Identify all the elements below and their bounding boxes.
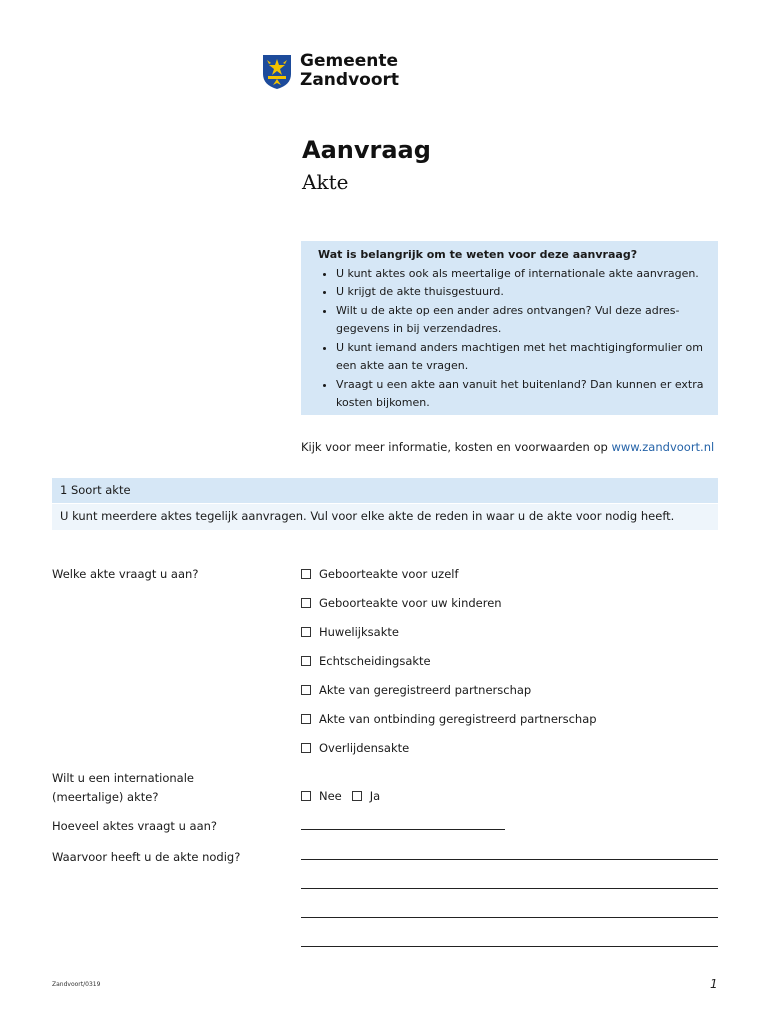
option-row	[301, 654, 431, 668]
info-list	[318, 265, 710, 413]
checkbox[interactable]	[301, 714, 311, 724]
question-purpose: Waarvoor heeft u de akte nodig?	[52, 850, 241, 864]
brand-name: Gemeente Zandvoort	[300, 51, 400, 90]
option-label: Geboorteakte voor uzelf	[319, 567, 459, 581]
option-label: Huwelijksakte	[319, 625, 399, 639]
page-number: 1	[710, 977, 718, 991]
checkbox[interactable]	[301, 598, 311, 608]
page-title: Aanvraag	[302, 136, 431, 164]
option-nee-label: Nee	[319, 789, 342, 803]
info-bullet: • Wilt u de akte op een ander adres ontvangen? Vul deze adres-gegevens in bij verzendadres.	[336, 302, 710, 339]
option-label: Echtscheidingsakte	[319, 654, 431, 668]
checkbox-ja[interactable]	[352, 791, 362, 801]
section-description: U kunt meerdere aktes tegelijk aanvragen. Vul voor elke akte de reden in waar u de akte voor nodig heeft.	[52, 504, 718, 530]
checkbox[interactable]	[301, 627, 311, 637]
purpose-answer-line[interactable]	[301, 859, 718, 860]
brand-logo	[262, 52, 422, 94]
info-bullet: • U kunt aktes ook als meertalige of internationale akte aanvragen.	[336, 265, 710, 284]
info-bullet: • U kunt iemand anders machtigen met het machtigingformulier om een akte aan te vragen.	[336, 339, 710, 376]
question-international: Wilt u een internationale (meertalige) akte?	[52, 771, 194, 804]
form-code: Zandvoort/0319	[52, 981, 101, 988]
checkbox-nee[interactable]	[301, 791, 311, 801]
page-subtitle: Akte	[302, 170, 349, 194]
purpose-answer-line[interactable]	[301, 888, 718, 889]
option-label: Geboorteakte voor uw kinderen	[319, 596, 502, 610]
info-bullet: • U krijgt de akte thuisgestuurd.	[336, 283, 710, 302]
section-heading: 1 Soort akte	[52, 478, 718, 503]
purpose-answer-line[interactable]	[301, 946, 718, 947]
more-info-text: Kijk voor meer informatie, kosten en voorwaarden op	[301, 440, 612, 454]
checkbox[interactable]	[301, 685, 311, 695]
option-label: Akte van geregistreerd partnerschap	[319, 683, 532, 697]
option-row	[301, 712, 597, 726]
how-many-answer-line[interactable]	[301, 829, 505, 830]
option-row	[301, 596, 502, 610]
info-question: Wat is belangrijk om te weten voor deze aanvraag?	[318, 248, 638, 261]
option-label: Overlijdensakte	[319, 741, 410, 755]
zandvoort-coat-of-arms-icon	[262, 54, 292, 90]
option-ja-label: Ja	[369, 789, 381, 803]
option-label: Akte van ontbinding geregistreerd partnerschap	[319, 712, 597, 726]
info-box	[301, 241, 718, 415]
option-row	[301, 683, 531, 697]
more-info	[301, 440, 714, 454]
website-link[interactable]: www.zandvoort.nl	[611, 440, 715, 454]
checkbox[interactable]	[301, 656, 311, 666]
purpose-answer-line[interactable]	[301, 917, 718, 918]
international-options	[301, 789, 380, 803]
checkbox[interactable]	[301, 743, 311, 753]
option-row	[301, 567, 459, 581]
question-which-akte: Welke akte vraagt u aan?	[52, 567, 199, 581]
info-bullet: • Vraagt u een akte aan vanuit het buitenland? Dan kunnen er extra kosten bijkomen.	[336, 376, 710, 413]
option-row	[301, 625, 399, 639]
question-how-many: Hoeveel aktes vraagt u aan?	[52, 819, 218, 833]
option-row	[301, 741, 409, 755]
checkbox[interactable]	[301, 569, 311, 579]
